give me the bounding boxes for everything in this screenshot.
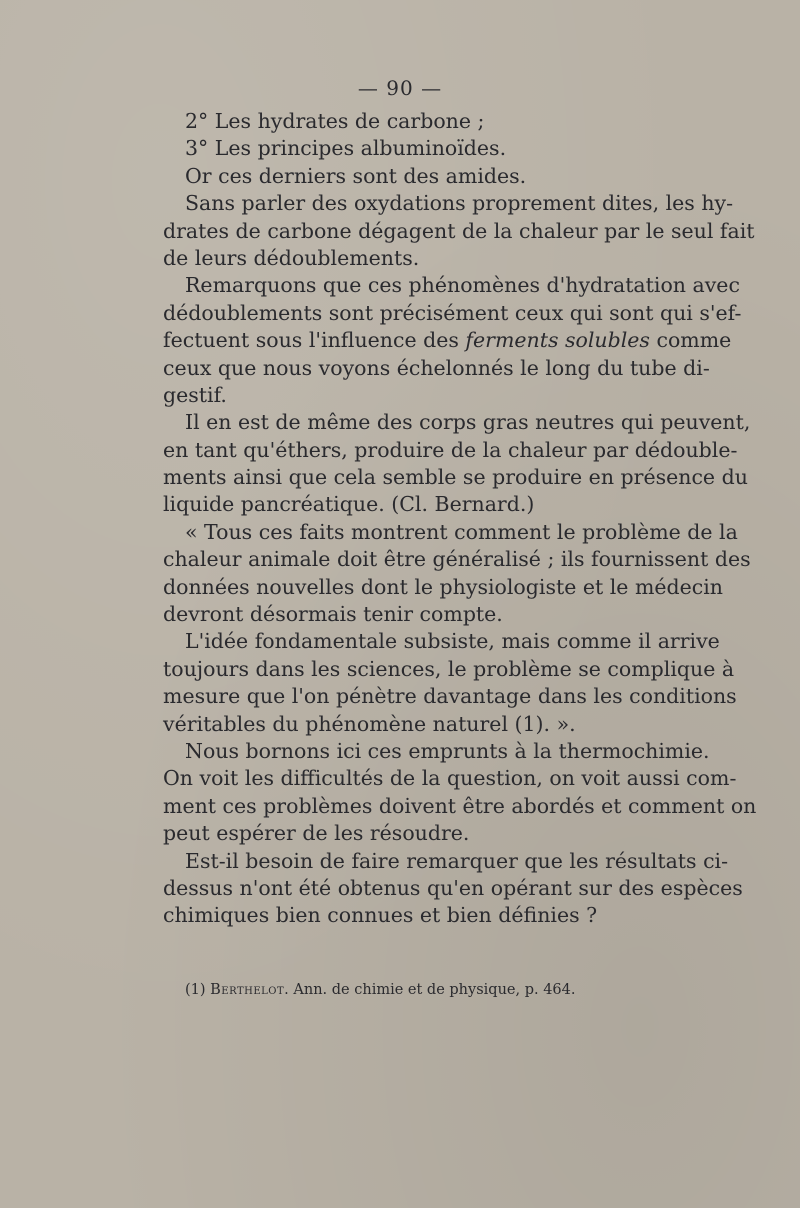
text-line: ment ces problèmes doivent être abordés et comment on [163, 793, 757, 818]
text-line: dessus n'ont été obtenus qu'en opérant sur des espèces [163, 875, 743, 900]
text-line: « Tous ces faits montrent comment le problème de la [185, 519, 738, 544]
body-text [163, 108, 757, 930]
text-line: drates de carbone dégagent de la chaleur par le seul fait [163, 218, 755, 243]
text-line: 2° Les hydrates de carbone ; [185, 109, 485, 133]
text-line: ceux que nous voyons échelonnés le long du tube di- [163, 355, 710, 380]
footnote-author: Berthelot [210, 982, 285, 998]
text-line: gestif. [163, 382, 227, 407]
text-line [163, 327, 732, 354]
text-line: véritables du phénomène naturel (1). ». [163, 711, 576, 736]
text-line: L'idée fondamentale subsiste, mais comme il arrive [185, 629, 720, 654]
footnote-marker: (1) [185, 982, 206, 998]
text-line: Or ces derniers sont des amides. [185, 163, 527, 188]
text-line: liquide pancréatique. (Cl. Bernard.) [163, 492, 535, 517]
text-line: Remarquons que ces phénomènes d'hydratation avec [185, 273, 740, 298]
footnote-reference: . Ann. de chimie et de physique, p. 464. [284, 982, 576, 998]
text-line: chaleur animale doit être généralisé ; ils fournissent des [163, 547, 751, 572]
text-line: peut espérer de les résoudre. [163, 821, 470, 846]
text-line: devront désormais tenir compte. [163, 602, 503, 627]
text-segment: comme [649, 328, 732, 353]
italic-phrase: ferments solubles [465, 328, 650, 353]
text-line: toujours dans les sciences, le problème se complique à [163, 656, 735, 681]
text-line: ments ainsi que cela semble se produire en présence du [163, 465, 748, 490]
text-segment: fectuent sous l'influence des [163, 328, 466, 353]
text-line: Nous bornons ici ces emprunts à la thermochimie. [185, 738, 710, 763]
text-line: données nouvelles dont le physiologiste et le médecin [163, 574, 724, 599]
text-line: mesure que l'on pénètre davantage dans les conditions [163, 684, 737, 709]
text-line: Est-il besoin de faire remarquer que les résultats ci- [185, 848, 729, 873]
text-line: chimiques bien connues et bien définies ? [163, 903, 598, 928]
text-line: On voit les difficultés de la question, on voit aussi com- [163, 766, 737, 791]
text-line: en tant qu'éthers, produire de la chaleur par dédouble- [163, 437, 738, 462]
page-number: — 90 — [357, 76, 443, 100]
text-line: dédoublements sont précisément ceux qui sont qui s'ef- [163, 300, 742, 325]
text-line: Sans parler des oxydations proprement dites, les hy- [185, 191, 734, 216]
footnote [185, 982, 576, 998]
text-line: Il en est de même des corps gras neutres qui peuvent, [185, 410, 751, 435]
text-line: de leurs dédoublements. [163, 245, 420, 270]
text-line: 3° Les principes albuminoïdes. [185, 136, 507, 161]
